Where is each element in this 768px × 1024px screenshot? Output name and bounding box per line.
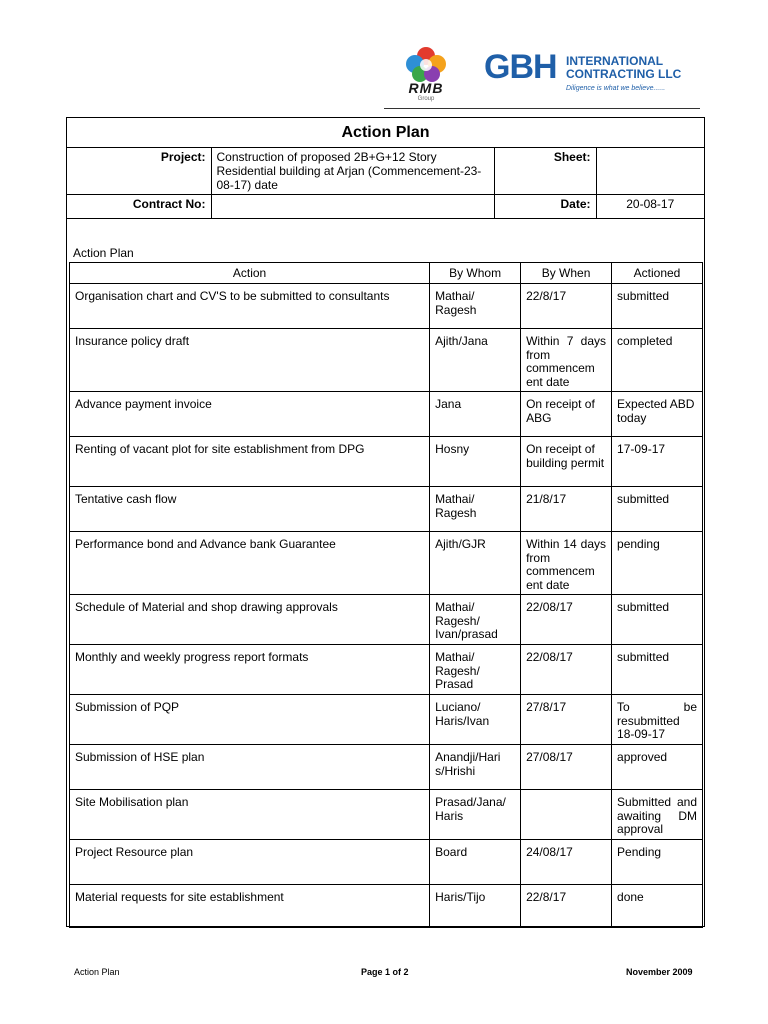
cell-by-whom: Ajith/GJR [430,532,521,595]
cell-action: Advance payment invoice [70,392,430,437]
cell-action: Organisation chart and CV'S to be submitted to consultants [70,284,430,329]
cell-actioned: done [612,885,703,928]
action-plan-frame [66,117,705,927]
cell-action: Submission of HSE plan [70,745,430,790]
cell-by-when: 24/08/17 [521,840,612,885]
header-action: Action [70,263,430,284]
project-label: Project: [67,148,211,195]
cell-by-whom: Mathai/ Ragesh/ Ivan/prasad [430,595,521,645]
cell-by-when [521,790,612,840]
table-row [70,790,703,840]
cell-action: Site Mobilisation plan [70,790,430,840]
cell-actioned: submitted [612,284,703,329]
date-label: Date: [494,195,596,219]
project-info-table [67,147,704,219]
table-row [70,284,703,329]
cell-by-whom: Luciano/ Haris/Ivan [430,695,521,745]
table-row [70,595,703,645]
contract-row [67,195,704,219]
cell-action: Performance bond and Advance bank Guarantee [70,532,430,595]
date-value: 20-08-17 [596,195,704,219]
header-divider [384,108,700,109]
cell-actioned: approved [612,745,703,790]
cell-action: Insurance policy draft [70,329,430,392]
table-row [70,487,703,532]
gbh-company-line2: CONTRACTING LLC [566,67,682,81]
rmb-logo-text: RMB [408,80,444,96]
header-by-whom: By Whom [430,263,521,284]
sheet-value [596,148,704,195]
cell-by-when: 22/08/17 [521,645,612,695]
cell-by-whom: Anandji/Hari s/Hrishi [430,745,521,790]
cell-actioned: To be resubmitted 18-09-17 [612,695,703,745]
cell-by-when: 22/08/17 [521,595,612,645]
cell-actioned: completed [612,329,703,392]
cell-by-when: 21/8/17 [521,487,612,532]
table-row [70,840,703,885]
cell-by-when: On receipt of ABG [521,392,612,437]
cell-actioned: 17-09-17 [612,437,703,487]
header-by-when: By When [521,263,612,284]
cell-actioned: pending [612,532,703,595]
gbh-logo-mark: GBH [484,48,557,86]
cell-actioned: submitted [612,487,703,532]
footer-left: Action Plan [74,967,120,977]
cell-by-whom: Mathai/ Ragesh [430,284,521,329]
table-row [70,885,703,928]
cell-by-whom: Ajith/Jana [430,329,521,392]
table-row [70,392,703,437]
cell-by-when: Within 14 days from commencem ent date [521,532,612,595]
cell-action: Submission of PQP [70,695,430,745]
cell-actioned: Expected ABD today [612,392,703,437]
cell-by-whom: Board [430,840,521,885]
cell-action: Tentative cash flow [70,487,430,532]
cell-by-when: 27/8/17 [521,695,612,745]
footer-date: November 2009 [626,967,693,977]
gbh-company-line1: INTERNATIONAL [566,54,664,68]
gbh-tagline: Diligence is what we believe...... [566,85,666,92]
cell-actioned: submitted [612,595,703,645]
cell-by-when: 27/08/17 [521,745,612,790]
cell-by-whom: Jana [430,392,521,437]
rmb-logo-subtext: Group [417,96,435,102]
cell-by-whom: Prasad/Jana/ Haris [430,790,521,840]
cell-action: Project Resource plan [70,840,430,885]
action-table [69,262,703,928]
cell-by-whom: Haris/Tijo [430,885,521,928]
contract-label: Contract No: [67,195,211,219]
cell-by-when: On receipt of building permit [521,437,612,487]
cell-by-whom: Mathai/ Ragesh/ Prasad [430,645,521,695]
project-value: Construction of proposed 2B+G+12 Story Residential building at Arjan (Commencement-23-08-17) date [211,148,494,195]
table-row [70,532,703,595]
sheet-label: Sheet: [494,148,596,195]
table-row [70,437,703,487]
header-actioned: Actioned [612,263,703,284]
cell-action: Renting of vacant plot for site establishment from DPG [70,437,430,487]
cell-actioned: Pending [612,840,703,885]
section-label: Action Plan [73,246,134,260]
cell-action: Schedule of Material and shop drawing approvals [70,595,430,645]
page-header [0,0,768,116]
cell-actioned: Submitted and awaiting DM approval [612,790,703,840]
page-title: Action Plan [67,118,704,148]
cell-by-whom: Mathai/ Ragesh [430,487,521,532]
cell-by-whom: Hosny [430,437,521,487]
contract-value [211,195,494,219]
footer-page-number: Page 1 of 2 [361,967,409,977]
table-row [70,695,703,745]
cell-by-when: Within 7 days from commencem ent date [521,329,612,392]
project-row [67,148,704,195]
cell-actioned: submitted [612,645,703,695]
table-row [70,645,703,695]
cell-by-when: 22/8/17 [521,885,612,928]
cell-by-when: 22/8/17 [521,284,612,329]
cell-action: Material requests for site establishment [70,885,430,928]
table-row [70,745,703,790]
cell-action: Monthly and weekly progress report formats [70,645,430,695]
table-row [70,329,703,392]
action-table-header [70,263,703,284]
